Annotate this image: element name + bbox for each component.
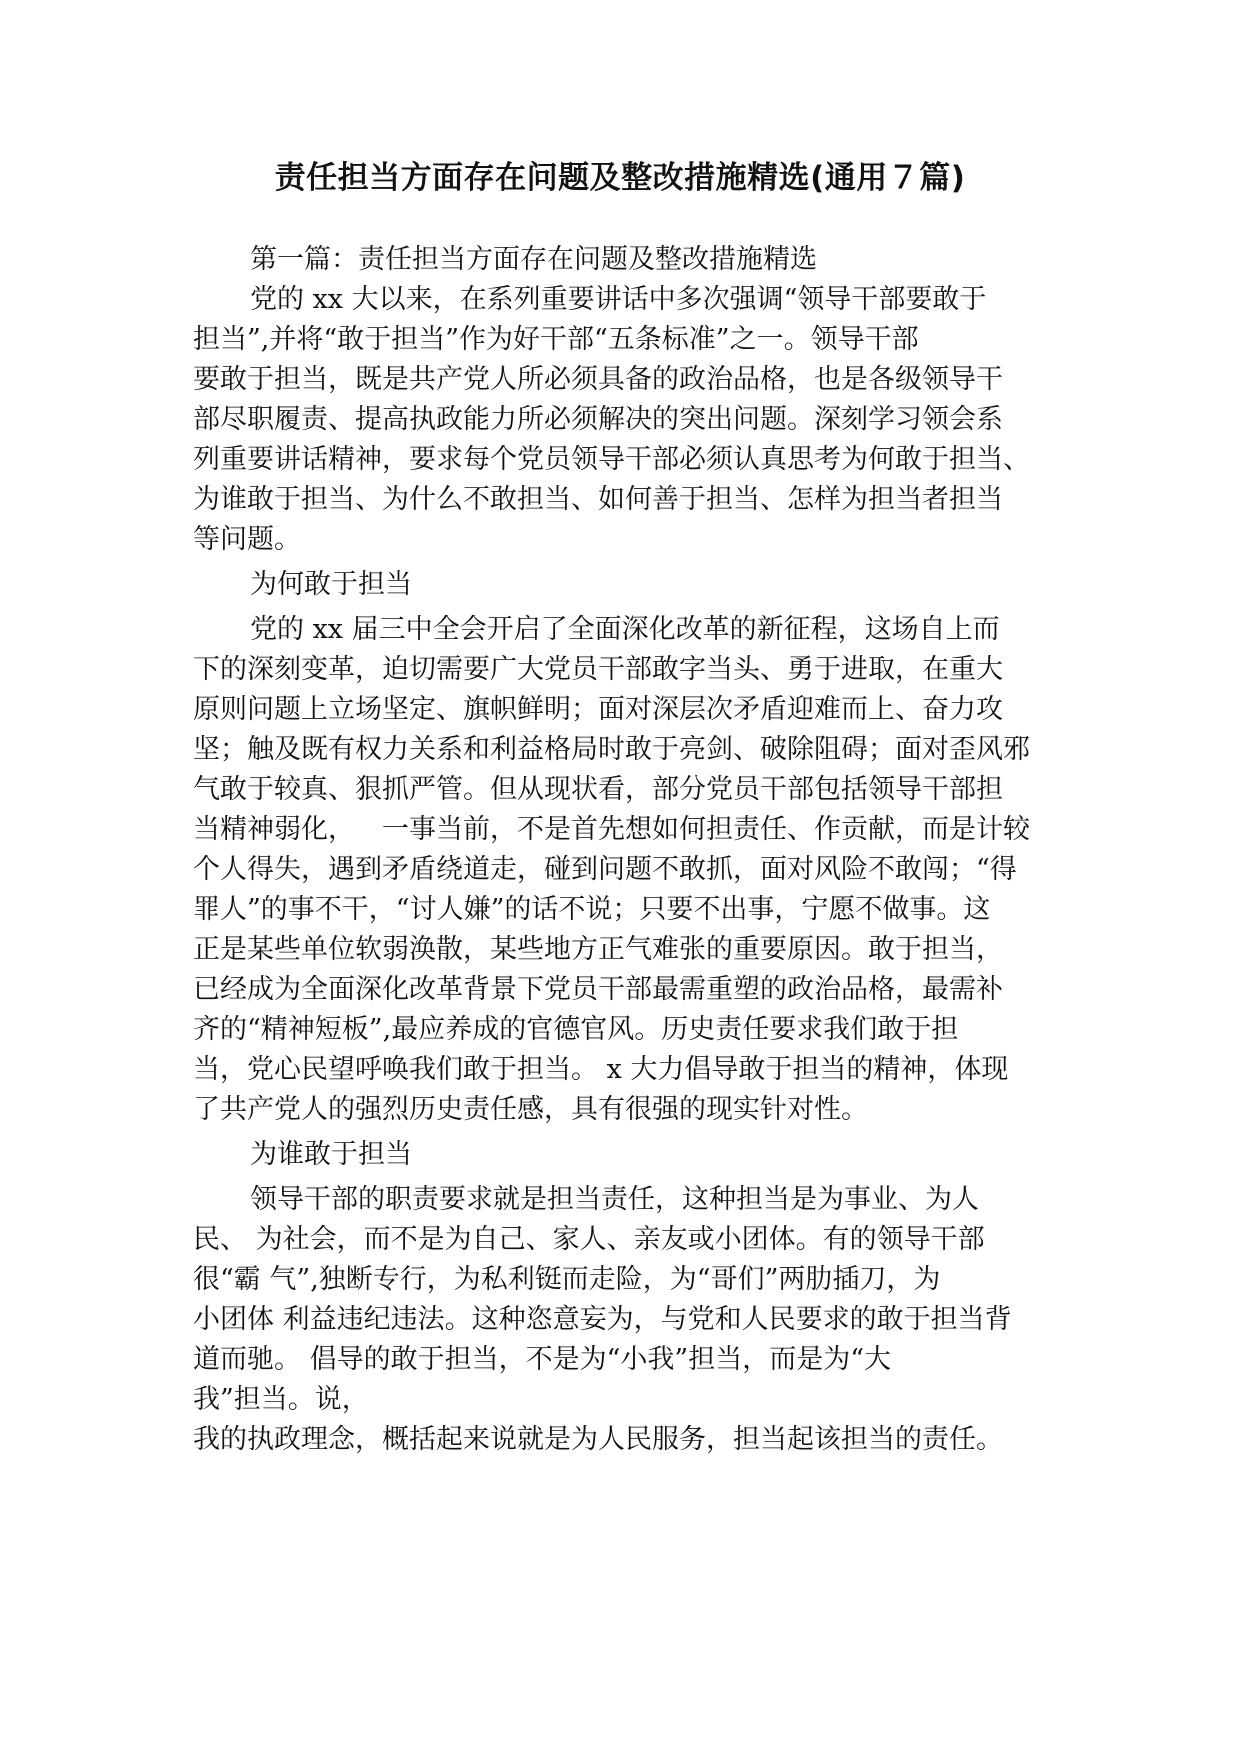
- paragraph-line: 下的深刻变革，迫切需要广大党员干部敢字当头、勇于进取，在重大: [193, 654, 1003, 685]
- paragraph-line: 原则问题上立场坚定、旗帜鲜明；面对深层次矛盾迎难而上、奋力攻: [193, 694, 1003, 725]
- paragraph-line-split: [193, 810, 1073, 850]
- paragraph-line: 我的执政理念，概括起来说就是为人民服务，担当起该担当的责任。: [193, 1424, 1003, 1455]
- paragraph-line: 个人得失，遇到矛盾绕道走，碰到问题不敢抓，面对风险不敢闯；“得: [193, 854, 1017, 885]
- paragraph-line: 正是某些单位软弱涣散，某些地方正气难张的重要原因。敢于担当，: [193, 934, 1003, 965]
- paragraph-line: 民、 为社会，而不是为自己、家人、亲友或小团体。有的领导干部: [193, 1224, 985, 1255]
- paragraph-line: 气敢于较真、狠抓严管。但从现状看，部分党员干部包括领导干部担: [193, 774, 1003, 805]
- document-title: 责任担当方面存在问题及整改措施精选(通用７篇): [274, 160, 966, 196]
- paragraph-line: 等问题。: [193, 524, 301, 555]
- paragraph-line: 齐的“精神短板”,最应养成的官德官风。历史责任要求我们敢于担: [193, 1014, 959, 1045]
- paragraph-fragment: 一事当前，不是首先想如何担责任、作贡献，而是计较: [382, 814, 1030, 845]
- paragraph-line: 当，党心民望呼唤我们敢于担当。 x 大力倡导敢于担当的精神，体现: [193, 1054, 1009, 1085]
- paragraph-line: 部尽职履责、提高执政能力所必须解决的突出问题。深刻学习领会系: [193, 404, 1003, 435]
- paragraph-fragment: 当精神弱化，: [193, 814, 355, 845]
- paragraph-line: 党的 xx 届三中全会开启了全面深化改革的新征程，这场自上而: [250, 614, 1000, 645]
- paragraph-line: 很“霸 气”,独断专行，为私利铤而走险，为“哥们”两肋插刀，为: [193, 1264, 941, 1295]
- paragraph-line: 列重要讲话精神，要求每个党员领导干部必须认真思考为何敢于担当、: [193, 444, 1030, 475]
- section-heading: 第一篇：责任担当方面存在问题及整改措施精选: [250, 244, 817, 275]
- paragraph-line: 坚；触及既有权力关系和利益格局时敢于亮剑、破除阻碍；面对歪风邪: [193, 734, 1030, 765]
- paragraph-line: 为谁敢于担当、为什么不敢担当、如何善于担当、怎样为担当者担当: [193, 484, 1003, 515]
- paragraph-line: 了共产党人的强烈历史责任感，具有很强的现实针对性。: [193, 1094, 868, 1125]
- paragraph-line: 领导干部的职责要求就是担当责任，这种担当是为事业、为人: [250, 1184, 979, 1215]
- subheading: 为何敢于担当: [250, 569, 412, 600]
- paragraph-line: 道而驰。 倡导的敢于担当，不是为“小我”担当，而是为“大: [193, 1344, 891, 1375]
- subheading: 为谁敢于担当: [250, 1139, 412, 1170]
- paragraph-line: 要敢于担当，既是共产党人所必须具备的政治品格，也是各级领导干: [193, 364, 1003, 395]
- paragraph-line: 党的 xx 大以来，在系列重要讲话中多次强调“领导干部要敢于: [250, 284, 987, 315]
- paragraph-line: 小团体 利益违纪违法。这种恣意妄为，与党和人民要求的敢于担当背: [193, 1304, 1012, 1335]
- paragraph-line: 罪人”的事不干，“讨人嫌”的话不说；只要不出事，宁愿不做事。这: [193, 894, 991, 925]
- paragraph-line: 担当”,并将“敢于担当”作为好干部“五条标准”之一。领导干部: [193, 324, 919, 355]
- paragraph-line: 我”担当。说，: [193, 1384, 369, 1415]
- paragraph-line: 已经成为全面深化改革背景下党员干部最需重塑的政治品格，最需补: [193, 974, 1003, 1005]
